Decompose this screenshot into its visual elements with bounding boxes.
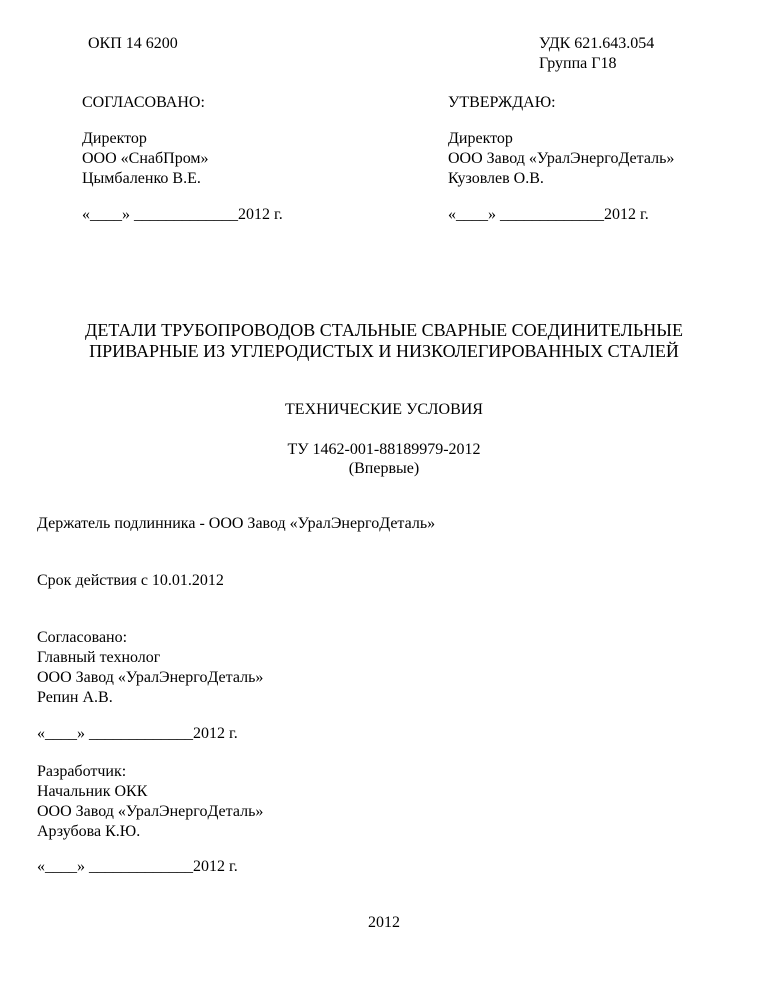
developer-organization: ООО Завод «УралЭнергоДеталь» (37, 803, 264, 820)
original-holder: Держатель подлинника - ООО Завод «УралЭнергоДеталь» (37, 515, 436, 532)
document-title-line2: ПРИВАРНЫЕ ИЗ УГЛЕРОДИСТЫХ И НИЗКОЛЕГИРОВАННЫХ СТАЛЕЙ (89, 341, 679, 361)
developer-name: Арзубова К.Ю. (37, 823, 141, 840)
developer-position: Начальник ОКК (37, 783, 148, 800)
technologist-organization: ООО Завод «УралЭнергоДеталь» (37, 669, 264, 686)
document-subtitle: ТЕХНИЧЕСКИЕ УСЛОВИЯ (285, 401, 483, 418)
technologist-name: Репин А.В. (37, 689, 113, 706)
approve-signatory (448, 129, 674, 189)
approve-organization: ООО Завод «УралЭнергоДеталь» (448, 150, 675, 167)
validity-period: Срок действия с 10.01.2012 (37, 572, 224, 589)
technologist-date-line: «____» _____________2012 г. (37, 725, 238, 742)
okp-code: ОКП 14 6200 (88, 35, 178, 52)
approve-position: Директор (448, 130, 513, 147)
agreed-name: Цымбаленко В.Е. (82, 170, 201, 187)
agreed-date-line: «____» _____________2012 г. (82, 206, 283, 223)
tu-note: (Впервые) (348, 460, 420, 477)
agreed-position: Директор (82, 130, 147, 147)
developer-date-line: «____» _____________2012 г. (37, 858, 238, 875)
approve-name: Кузовлев О.В. (448, 170, 544, 187)
agreed-signatory (82, 129, 209, 189)
document-title-line1: ДЕТАЛИ ТРУБОПРОВОДОВ СТАЛЬНЫЕ СВАРНЫЕ СОЕДИНИТЕЛЬНЫЕ (85, 320, 683, 340)
developer-heading: Разработчик: (37, 763, 127, 780)
tu-number: ТУ 1462-001-88189979-2012 (287, 441, 481, 458)
technologist-position: Главный технолог (37, 649, 161, 666)
approve-heading: УТВЕРЖДАЮ: (448, 94, 556, 111)
approve-date-line: «____» _____________2012 г. (448, 206, 649, 223)
footer-year: 2012 (368, 914, 400, 931)
technologist-block (37, 628, 263, 708)
agreed-heading: СОГЛАСОВАНО: (82, 94, 205, 111)
technologist-heading: Согласовано: (37, 629, 128, 646)
udk-code: УДК 621.643.054 (539, 35, 655, 52)
developer-block (37, 762, 263, 842)
group-code: Группа Г18 (539, 55, 617, 72)
agreed-organization: ООО «СнабПром» (82, 150, 209, 167)
